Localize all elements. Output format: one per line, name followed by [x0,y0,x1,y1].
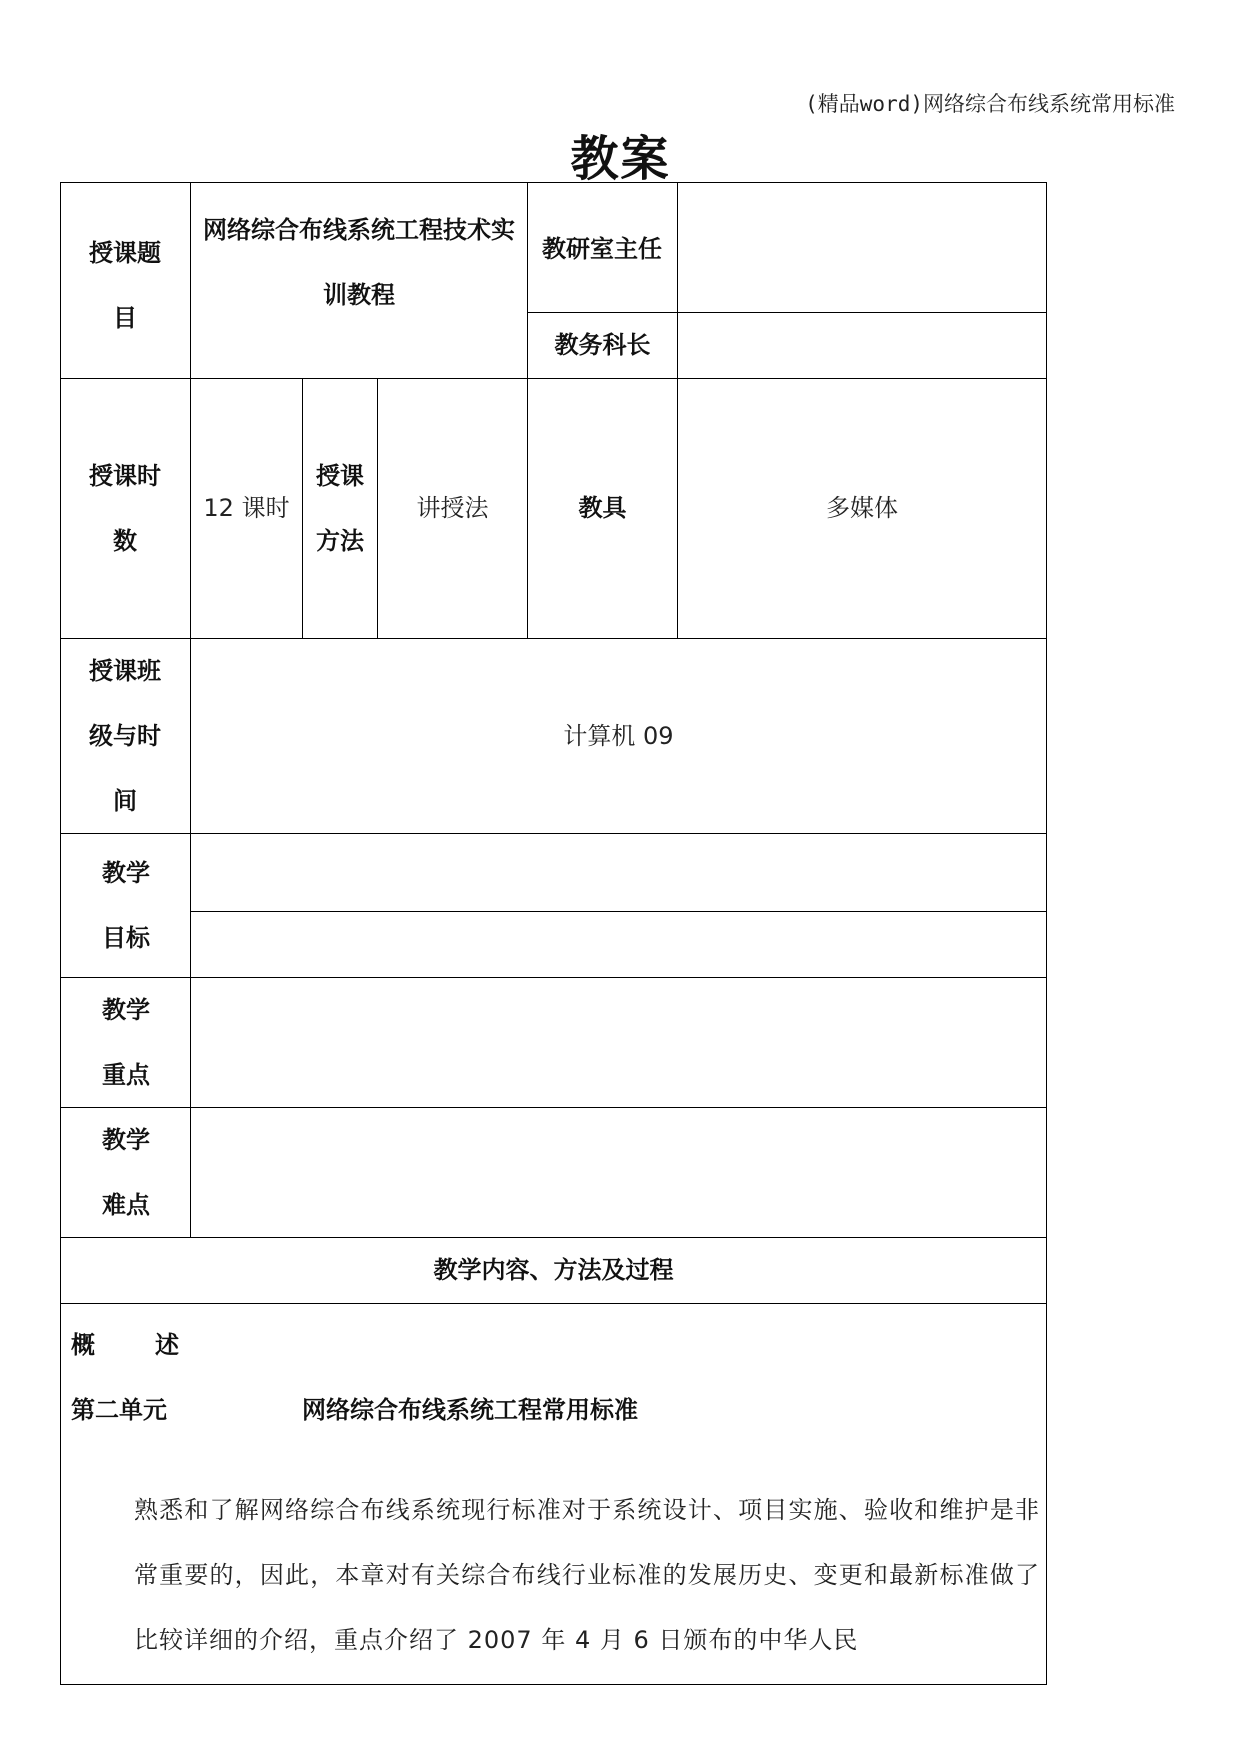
course-topic-value: 网络综合布线系统工程技术实训教程 [203,216,515,309]
difficulties-value [191,1108,1046,1237]
page-header: (精品word)网络综合布线系统常用标准 [805,92,1175,116]
director-label: 教研室主任 [542,234,662,263]
method-label: 授课方法 [316,461,364,555]
class-time-value: 计算机 09 [563,721,674,750]
dean-label: 教务科长 [554,331,651,359]
tools-label: 教具 [578,494,627,522]
document-title: 教案 [570,131,671,187]
hours-label: 授课时数 [89,461,161,555]
key-points-label: 教学重点 [102,995,150,1089]
method-value: 讲授法 [416,494,489,522]
intro-paragraph: 熟悉和了解网络综合布线系统现行标准对于系统设计、项目实施、验收和维护是非常重要的，因此，本章对有关综合布线行业标准的发展历史、变更和最新标准做了比较详细的介绍，重点介绍了 2007 年 4 月 6 日颁布的中华人民 [134,1496,1040,1654]
content-header: 教学内容、方法及过程 [433,1256,674,1284]
hours-value: 12 课时 [203,494,290,522]
overview-label: 概 述 [71,1331,183,1359]
goals-value-1 [191,834,1046,911]
unit-label: 第二单元 [71,1396,167,1424]
goals-value-2 [191,912,1046,977]
tools-value: 多媒体 [826,494,898,522]
director-value [678,183,1046,312]
dean-value [678,313,1046,378]
key-points-value [191,978,1046,1107]
goals-label: 教学目标 [102,858,150,952]
unit-title: 网络综合布线系统工程常用标准 [302,1396,638,1424]
class-time-label: 授课班级与时间 [89,656,161,815]
difficulties-label: 教学难点 [102,1125,150,1219]
course-topic-label: 授课题目 [89,239,161,332]
